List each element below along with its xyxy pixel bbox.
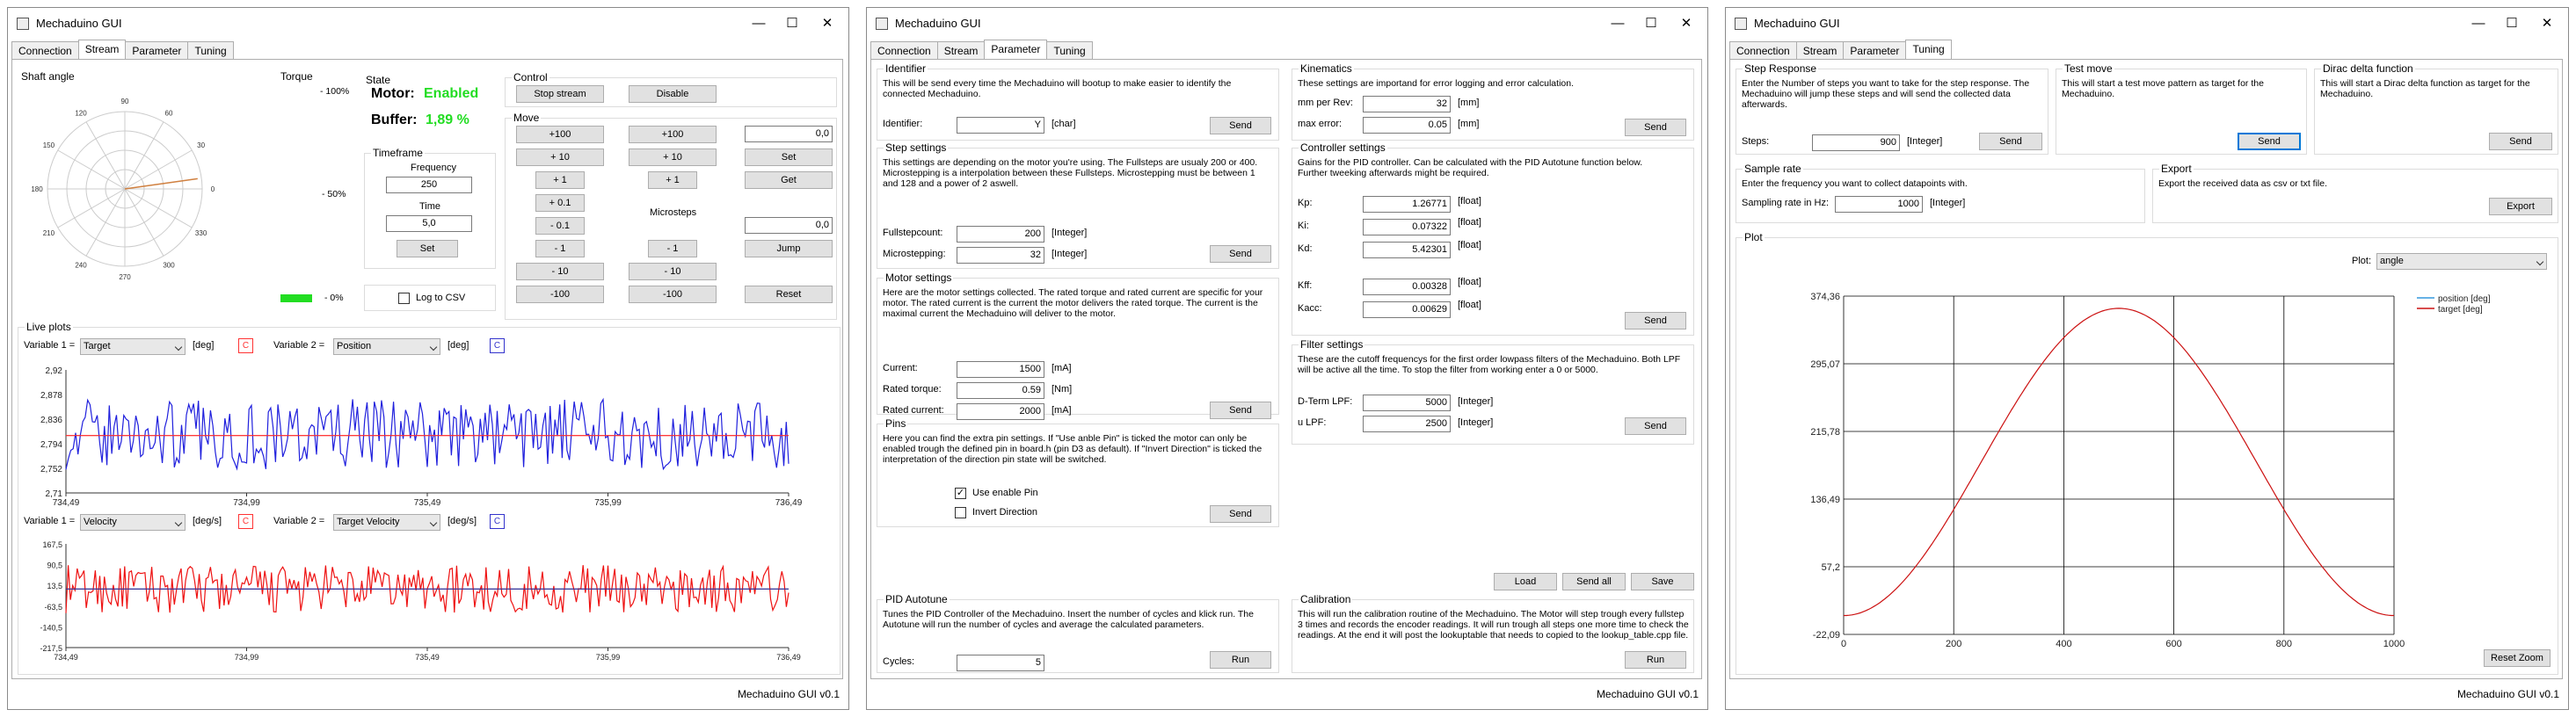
plot2-unit1: [deg/s] [193,516,222,526]
mm-per-rev-label: mm per Rev: [1298,98,1353,108]
x-tick-label: 736,49 [775,498,803,508]
filter-settings-title: Filter settings [1300,338,1364,351]
tab-bar [1729,41,1951,59]
kinematics-text: These settings are importand for error logging and error calculation. [1298,78,1574,89]
move-minus-100[interactable]: -100 [516,286,604,303]
tab-stream[interactable]: Stream [937,41,986,59]
torque-title: Torque [280,70,313,83]
x-tick-label: 734,49 [54,653,78,662]
y-tick-label: 2,71 [45,489,62,499]
sampling-input[interactable]: 1000 [1835,196,1923,213]
window-parameter [866,7,1708,710]
buffer-label: Buffer: [371,112,418,127]
plot1-variable1-label: Variable 1 = [24,340,76,351]
tab-bar [870,41,1092,59]
current-unit: [mA] [1052,363,1072,373]
live-plots-group [18,321,840,675]
tab-stream[interactable]: Stream [78,40,127,59]
tab-bar [11,41,233,59]
load-button[interactable]: Load [1494,573,1557,590]
ki-label: Ki: [1298,221,1309,231]
polar-label: 30 [197,141,206,149]
plot1-color1-button[interactable]: C [238,338,253,353]
microstep-minus-100[interactable]: -100 [629,286,717,303]
control-title: Control [513,71,548,83]
kd-unit: [float] [1458,240,1481,250]
u-lpf-input[interactable]: 2500 [1363,416,1451,432]
tab-tuning[interactable]: Tuning [187,41,233,59]
plot-group [1736,231,2558,675]
motor-status: Enabled [424,86,479,101]
y-tick-label: -217,5 [40,644,62,653]
steps-unit: [Integer] [1907,136,1943,147]
pid-autotune-group [877,593,1279,673]
x-tick-label: 735,49 [413,498,441,508]
shaft-angle-title: Shaft angle [21,70,75,83]
filter-settings-text: These are the cutoff frequencys for the first order lowpass filters of the Mechaduino. Both LPF will be active all the time. To stop the filter from working enter a 0 or 5000. [1298,354,1681,375]
step-send-button[interactable]: Send [1210,245,1271,263]
y-tick-label: 2,836 [40,416,62,425]
use-enable-label: Use enable Pin [972,488,1038,498]
use-enable-checkbox[interactable]: ✓ [956,488,965,498]
move-minus-0-1[interactable]: - 0.1 [535,217,585,235]
y-tick-label: -22,09 [1812,630,1840,641]
step-response-text: Enter the Number of steps you want to take for the step response. The Mechaduino will jump these steps and will send the collected data afterwards. [1742,78,2030,110]
kacc-label: Kacc: [1298,303,1322,314]
microstep-plus-100[interactable]: +100 [629,126,717,143]
legend-label: target [deg] [2438,305,2483,315]
move-plus-0-1[interactable]: + 0.1 [535,194,585,212]
motor-settings-group [877,272,1279,416]
move-minus-10[interactable]: - 10 [516,263,604,280]
controller-settings-group [1292,141,1694,336]
legend-label: position [deg] [2438,294,2491,304]
step-settings-text: This settings are depending on the motor you're using. The Fullsteps are usualy 200 or 400. Microstepping is a interpolation between these Fullsteps. Microstepping must be between 1 and 128 and a power of 2 aswell. [883,157,1258,189]
torque-tick-100: - 100% [320,86,350,97]
dterm-lpf-input[interactable]: 5000 [1363,395,1451,411]
max-error-input[interactable]: 0.05 [1363,117,1451,134]
log-csv-group [364,285,496,311]
polar-spoke [125,189,164,256]
live-plot-1 [22,359,831,509]
sample-rate-text: Enter the frequency you want to collect datapoints with. [1742,178,1968,189]
polar-spoke [58,150,125,189]
y-tick-label: -140,5 [40,623,62,633]
filter-send-button[interactable]: Send [1625,417,1686,435]
torque-bar [280,294,312,302]
plot-area [1844,296,2394,634]
log-csv-checkbox[interactable] [398,293,410,304]
export-text: Export the received data as csv or txt file. [2158,178,2328,189]
x-tick-label: 800 [2275,639,2292,649]
pins-group [877,417,1279,527]
microstep-unit: [Integer] [1052,249,1088,259]
move-minus-1[interactable]: - 1 [535,240,585,257]
move-plus-100[interactable]: +100 [516,126,604,143]
stop-stream-button[interactable]: Stop stream [516,85,604,103]
frequency-input[interactable]: 250 [386,177,472,193]
plot-area [66,544,789,648]
microstep-minus-1[interactable]: - 1 [648,240,697,257]
move-title: Move [513,112,540,124]
export-button[interactable]: Export [2489,198,2552,215]
send-all-button[interactable]: Send all [1562,573,1626,590]
polar-label: 240 [75,261,87,270]
rated-torque-label: Rated torque: [883,384,942,395]
jump-value-input[interactable]: 0,0 [745,217,833,234]
polar-spoke [86,189,125,256]
title-bar [8,8,848,40]
log-csv-label: Log to CSV [416,293,466,303]
polar-label: 210 [42,229,55,237]
x-tick-label: 200 [1946,639,1962,649]
pid-autotune-title: PID Autotune [885,593,948,605]
sampling-label: Sampling rate in Hz: [1742,198,1830,208]
rated-current-label: Rated current: [883,405,944,416]
microstep-input[interactable]: 32 [957,247,1044,264]
fullstep-unit: [Integer] [1052,228,1088,238]
test-move-text: This will start a test move pattern as target for the Mechaduino. [2062,78,2264,99]
plot2-unit2: [deg/s] [448,516,477,526]
dirac-title: Dirac delta function [2323,62,2413,75]
calibration-title: Calibration [1300,593,1351,605]
tab-connection[interactable]: Connection [1729,41,1797,59]
rated-current-input[interactable]: 2000 [957,403,1044,420]
plot1-color2-button[interactable]: C [490,338,505,353]
tab-parameter[interactable]: Parameter [1843,41,1906,59]
move-value-input[interactable]: 0,0 [745,126,833,142]
y-tick-label: 13,5 [47,582,62,591]
polar-label: 180 [31,185,43,193]
controller-settings-text: Gains for the PID controller. Can be calculated with the PID Autotune function below. Further tweeking afterwards might be required. [1298,157,1643,178]
plot1-unit2: [deg] [448,340,469,351]
max-error-unit: [mm] [1458,119,1480,129]
dirac-text: This will start a Dirac delta function as target for the Mechaduino. [2320,78,2530,99]
state-title: State [366,74,391,86]
plot2-variable2-select[interactable]: Target Velocity [333,514,440,531]
y-tick-label: 2,878 [40,391,62,401]
cycles-input[interactable]: 5 [957,655,1044,671]
window-title: Mechaduino GUI [895,17,981,30]
mm-per-rev-unit: [mm] [1458,98,1480,108]
pins-text: Here you can find the extra pin settings. If "Use anble Pin" is ticked the motor can only be enabled trough the defined pin in board.h (pin D3 as default). If "Invert Direction" is ticked the interpretation of the direction pin state will be switched. [883,433,1263,465]
sampling-unit: [Integer] [1930,198,1966,208]
window-stream [7,7,849,710]
u-lpf-unit: [Integer] [1458,417,1494,428]
step-response-group [1736,62,2048,155]
pins-title: Pins [885,417,906,430]
polar-spoke [58,189,125,228]
plot2-variable2-label: Variable 2 = [273,516,325,526]
window-title: Mechaduino GUI [36,17,122,30]
x-tick-label: 734,99 [233,498,260,508]
version-label: Mechaduino GUI v0.1 [1596,688,1699,700]
plot1-unit1: [deg] [193,340,215,351]
kacc-input[interactable]: 0.00629 [1363,301,1451,318]
reset-button[interactable]: Reset [745,286,833,303]
maximize-button[interactable]: ☐ [2506,16,2518,31]
identifier-input[interactable]: Y [957,117,1044,134]
jump-button[interactable]: Jump [745,240,833,257]
step-response-send-button[interactable]: Send [1979,133,2042,150]
dirac-send-button[interactable]: Send [2489,133,2552,150]
tab-connection[interactable]: Connection [11,41,79,59]
disable-button[interactable]: Disable [629,85,717,103]
plot1-variable2-label: Variable 2 = [273,340,325,351]
microstep-minus-10[interactable]: - 10 [629,263,717,280]
rated-torque-unit: [Nm] [1052,384,1073,395]
polar-label: 330 [194,229,207,237]
save-button[interactable]: Save [1631,573,1694,590]
sample-rate-title: Sample rate [1744,163,1801,175]
y-tick-label: 2,92 [45,366,62,376]
version-label: Mechaduino GUI v0.1 [737,688,840,700]
dirac-group [2314,62,2558,155]
kp-unit: [float] [1458,196,1481,206]
y-tick-label: 90,5 [47,561,62,570]
timeframe-set-button[interactable]: Set [397,240,458,257]
timeframe-title: Timeframe [373,147,423,159]
polar-label: 60 [164,109,173,118]
tab-content [11,59,843,679]
tab-tuning[interactable]: Tuning [1046,41,1092,59]
close-button[interactable]: ✕ [2541,16,2553,31]
y-tick-label: 215,78 [1810,427,1840,438]
kinematics-title: Kinematics [1300,62,1352,75]
x-tick-label: 400 [2056,639,2072,649]
ki-input[interactable]: 0.07322 [1363,219,1451,235]
tab-content [1729,59,2563,679]
time-input[interactable]: 5,0 [386,215,472,232]
polar-label: 270 [119,273,131,281]
control-group [505,71,837,107]
kacc-unit: [float] [1458,300,1481,310]
microsteps-label: Microsteps [650,207,697,218]
sample-rate-group [1736,163,2145,223]
y-tick-label: -63,5 [44,602,62,612]
torque-tick-0: - 0% [324,293,344,303]
plot1-variable1-select[interactable]: Target [80,338,186,355]
x-tick-label: 734,99 [234,653,259,662]
kff-input[interactable]: 0.00328 [1363,279,1451,295]
plot2-color1-button[interactable]: C [238,514,253,529]
time-label: Time [419,201,441,212]
maximize-button[interactable]: ☐ [1645,16,1657,31]
tuning-plot [1745,277,2491,663]
u-lpf-label: u LPF: [1298,417,1327,428]
dterm-lpf-unit: [Integer] [1458,396,1494,407]
polar-label: 120 [75,109,87,118]
microstep-label: Microstepping: [883,249,946,259]
minimize-button[interactable]: — [752,16,766,31]
frequency-label: Frequency [411,163,456,173]
microstep-plus-1[interactable]: + 1 [648,171,697,189]
y-tick-label: 2,794 [40,440,62,450]
plot-select-label: Plot: [2352,256,2372,266]
tab-parameter[interactable]: Parameter [984,40,1047,59]
title-bar [1726,8,2568,40]
tab-stream[interactable]: Stream [1796,41,1845,59]
x-tick-label: 1000 [2383,639,2405,649]
motor-label: Motor: [371,86,415,101]
buffer-status: 1,89 % [426,112,469,127]
step-settings-title: Step settings [885,141,947,154]
y-tick-label: 2,752 [40,465,62,474]
polar-spoke [125,150,192,189]
export-title: Export [2161,163,2192,175]
plot2-color2-button[interactable]: C [490,514,505,529]
calibration-run-button[interactable]: Run [1625,651,1686,669]
polar-label: 0 [210,185,215,193]
test-move-group [2056,62,2307,155]
max-error-label: max error: [1298,119,1343,129]
rated-torque-input[interactable]: 0.59 [957,382,1044,399]
test-move-title: Test move [2064,62,2113,75]
controller-settings-title: Controller settings [1300,141,1386,154]
dterm-lpf-label: D-Term LPF: [1298,396,1353,407]
y-tick-label: 374,36 [1810,292,1840,302]
fullstep-label: Fullstepcount: [883,228,943,238]
calibration-text: This will run the calibration routine of the Mechaduino. The Motor will step trough every fullstep 3 times and records the encoder readings. It will run trough all steps one more time to check the readings. At the end it will post the lookuptable that needs to copied to the lookup_table.cpp file. [1298,609,1689,641]
kp-input[interactable]: 1.26771 [1363,196,1451,213]
test-move-send-button[interactable]: Send [2238,133,2301,150]
polar-label: 90 [120,98,129,105]
identifier-unit: [char] [1052,119,1076,129]
kd-input[interactable]: 5.42301 [1363,242,1451,258]
y-tick-label: 136,49 [1810,495,1840,505]
live-plots-title: Live plots [26,321,71,333]
move-plus-10[interactable]: + 10 [516,148,604,166]
polar-label: 300 [163,261,175,270]
move-plus-1[interactable]: + 1 [535,171,585,189]
identifier-title: Identifier [885,62,927,75]
y-tick-label: 57,2 [1821,562,1840,573]
reset-zoom-button[interactable]: Reset Zoom [2484,649,2551,667]
window-title: Mechaduino GUI [1754,17,1840,30]
identifier-send-button[interactable]: Send [1210,117,1271,134]
app-icon [1735,18,1747,30]
rated-current-unit: [mA] [1052,405,1072,416]
torque-tick-50: - 50% [322,189,346,199]
plot2-variable1-select[interactable]: Velocity [80,514,186,531]
kff-unit: [float] [1458,277,1481,287]
motor-settings-text: Here are the motor settings collected. The rated torque and rated current are specific for your motor. The rated current is the current the motor delivers the rated torque. The current is the maximal current the Mechaduino will deliver to the motor. [883,287,1263,319]
title-bar [867,8,1707,40]
pins-send-button[interactable]: Send [1210,505,1271,523]
identifier-text: This will be send every time the Mechaduino will bootup to make easier to identify the connected Mechaduino. [883,78,1232,99]
kinematics-group [1292,62,1694,141]
step-settings-group [877,141,1279,269]
ki-unit: [float] [1458,217,1481,228]
x-tick-label: 736,49 [776,653,801,662]
close-button[interactable]: ✕ [1680,16,1692,31]
x-tick-label: 735,99 [594,498,622,508]
y-tick-label: 167,5 [42,540,62,549]
invert-direction-checkbox[interactable] [955,507,966,518]
x-tick-label: 734,49 [52,498,80,508]
move-group [505,112,837,320]
motor-settings-title: Motor settings [885,272,952,284]
calibration-group [1292,593,1694,673]
pid-autotune-text: Tunes the PID Controller of the Mechaduino. Insert the number of cycles and klick run. The Autotune will run the number of cycles and average the calculated parameters. [883,609,1254,630]
pid-run-button[interactable]: Run [1210,651,1271,669]
close-button[interactable]: ✕ [821,16,833,31]
minimize-button[interactable]: — [1611,16,1625,31]
filter-settings-group [1292,338,1694,445]
app-icon [876,18,888,30]
kinematics-send-button[interactable]: Send [1625,119,1686,136]
app-icon [17,18,29,30]
shaft-angle-polar [30,88,223,290]
timeframe-group [364,147,496,269]
polar-spoke [125,122,164,189]
fullstep-input[interactable]: 200 [957,226,1044,243]
live-plot-2 [22,535,831,667]
polar-spoke [125,189,192,228]
polar-spoke [86,122,125,189]
steps-input[interactable]: 900 [1812,134,1900,151]
export-group [2152,163,2558,223]
microstep-plus-10[interactable]: + 10 [629,148,717,166]
kff-label: Kff: [1298,280,1313,291]
invert-direction-label: Invert Direction [972,507,1037,518]
current-input[interactable]: 1500 [957,361,1044,378]
y-tick-label: 295,07 [1810,359,1840,370]
plot1-variable2-select[interactable]: Position [333,338,440,355]
kd-label: Kd: [1298,243,1313,254]
window-tuning [1725,7,2569,710]
x-tick-label: 0 [1840,639,1847,649]
tab-content [870,59,1702,679]
x-tick-label: 735,99 [595,653,621,662]
tab-tuning[interactable]: Tuning [1905,40,1951,59]
x-tick-label: 735,49 [415,653,440,662]
x-tick-label: 600 [2165,639,2182,649]
version-label: Mechaduino GUI v0.1 [2456,688,2559,700]
plot-title: Plot [1744,231,1763,243]
move-set-button[interactable]: Set [745,148,833,166]
mm-per-rev-input[interactable]: 32 [1363,96,1451,112]
step-response-title: Step Response [1744,62,1817,75]
identifier-label: Identifier: [883,119,923,129]
maximize-button[interactable]: ☐ [786,16,798,31]
shaft-angle-needle [125,178,198,189]
steps-label: Steps: [1742,136,1770,147]
current-label: Current: [883,363,918,373]
plot2-variable1-label: Variable 1 = [24,516,76,526]
motor-send-button[interactable]: Send [1210,402,1271,419]
tab-parameter[interactable]: Parameter [125,41,188,59]
identifier-group [877,62,1279,141]
kp-label: Kp: [1298,198,1313,208]
controller-send-button[interactable]: Send [1625,312,1686,330]
polar-label: 150 [42,141,55,149]
cycles-label: Cycles: [883,656,915,667]
plot-select[interactable]: angle [2376,253,2547,270]
minimize-button[interactable]: — [2471,16,2485,31]
tab-connection[interactable]: Connection [870,41,938,59]
move-get-button[interactable]: Get [745,171,833,189]
